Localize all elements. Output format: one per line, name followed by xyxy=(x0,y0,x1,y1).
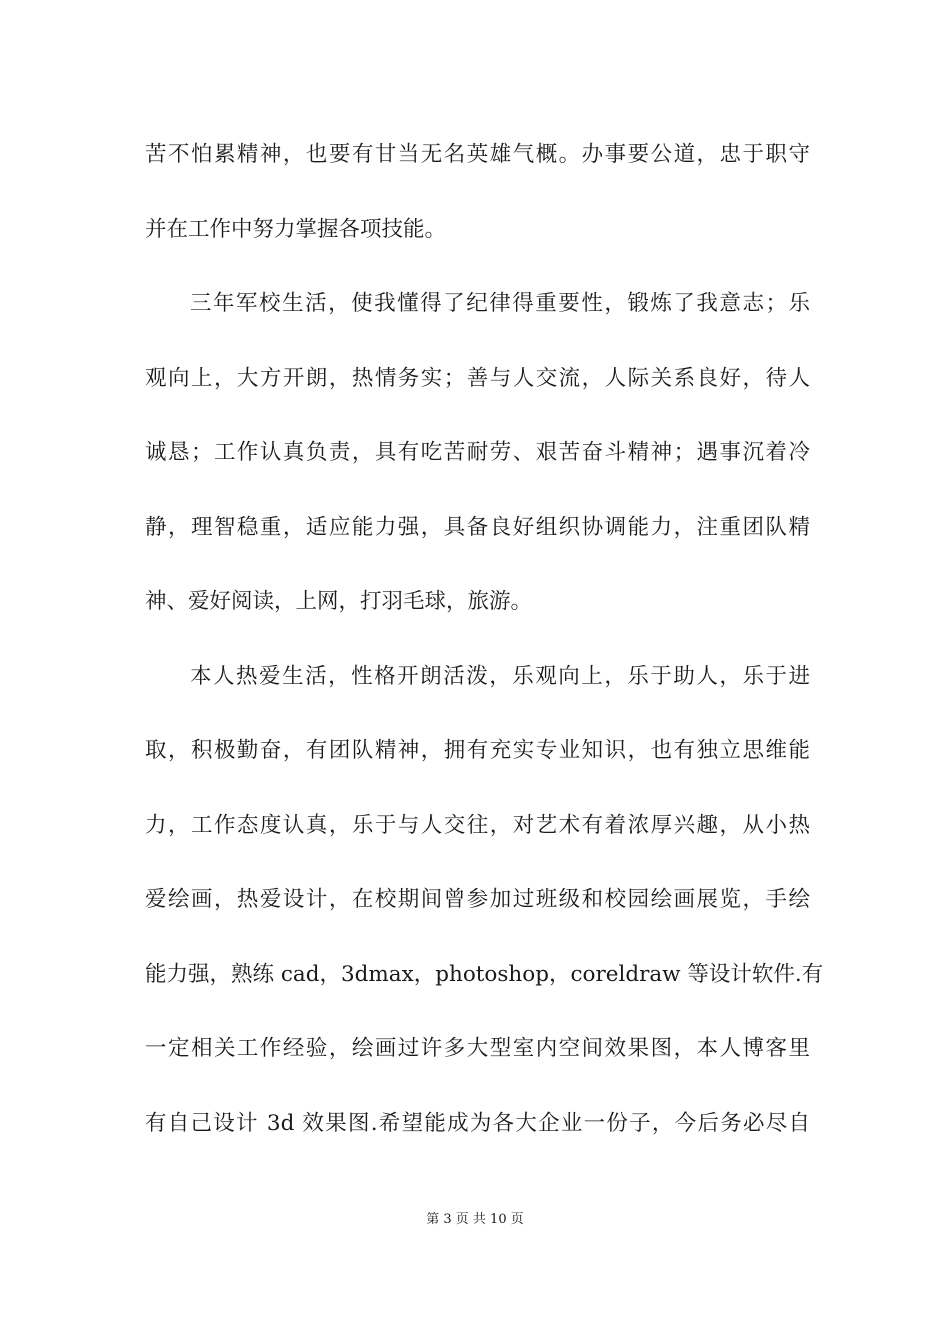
paragraph-3-line-4: 爱绘画，热爱设计，在校期间曾参加过班级和校园绘画展览，手绘 xyxy=(145,887,810,912)
paragraph-2-line-1: 三年军校生活，使我懂得了纪律得重要性，锻炼了我意志；乐 xyxy=(190,291,810,316)
paragraph-3-line-1: 本人热爱生活，性格开朗活泼，乐观向上，乐于助人，乐于进 xyxy=(190,664,810,689)
page-number-footer: 第 3 页 共 10 页 xyxy=(426,1212,524,1227)
paragraph-3-line-3: 力，工作态度认真，乐于与人交往，对艺术有着浓厚兴趣，从小热 xyxy=(145,813,810,838)
paragraph-3-line-2: 取，积极勤奋，有团队精神，拥有充实专业知识，也有独立思维能 xyxy=(145,738,810,763)
paragraph-3-line-5: 能力强，熟练 cad，3dmax，photoshop，coreldraw 等设计软件.有 xyxy=(145,962,824,987)
paragraph-3-line-6: 一定相关工作经验，绘画过许多大型室内空间效果图，本人博客里 xyxy=(145,1036,810,1061)
paragraph-2-line-5: 神、爱好阅读，上网，打羽毛球，旅游。 xyxy=(145,589,533,614)
paragraph-2-line-3: 诚恳；工作认真负责，具有吃苦耐劳、艰苦奋斗精神；遇事沉着冷 xyxy=(145,440,810,465)
paragraph-3-line-7: 有自己设计 3d 效果图.希望能成为各大企业一份子，今后务必尽自 xyxy=(145,1111,810,1136)
paragraph-2-line-4: 静，理智稳重，适应能力强，具备良好组织协调能力，注重团队精 xyxy=(145,515,810,540)
paragraph-2-line-2: 观向上，大方开朗，热情务实；善与人交流，人际关系良好，待人 xyxy=(145,366,810,391)
paragraph-1-line-2: 并在工作中努力掌握各项技能。 xyxy=(145,217,447,242)
paragraph-1-line-1: 苦不怕累精神，也要有甘当无名英雄气概。办事要公道，忠于职守 xyxy=(145,142,810,167)
